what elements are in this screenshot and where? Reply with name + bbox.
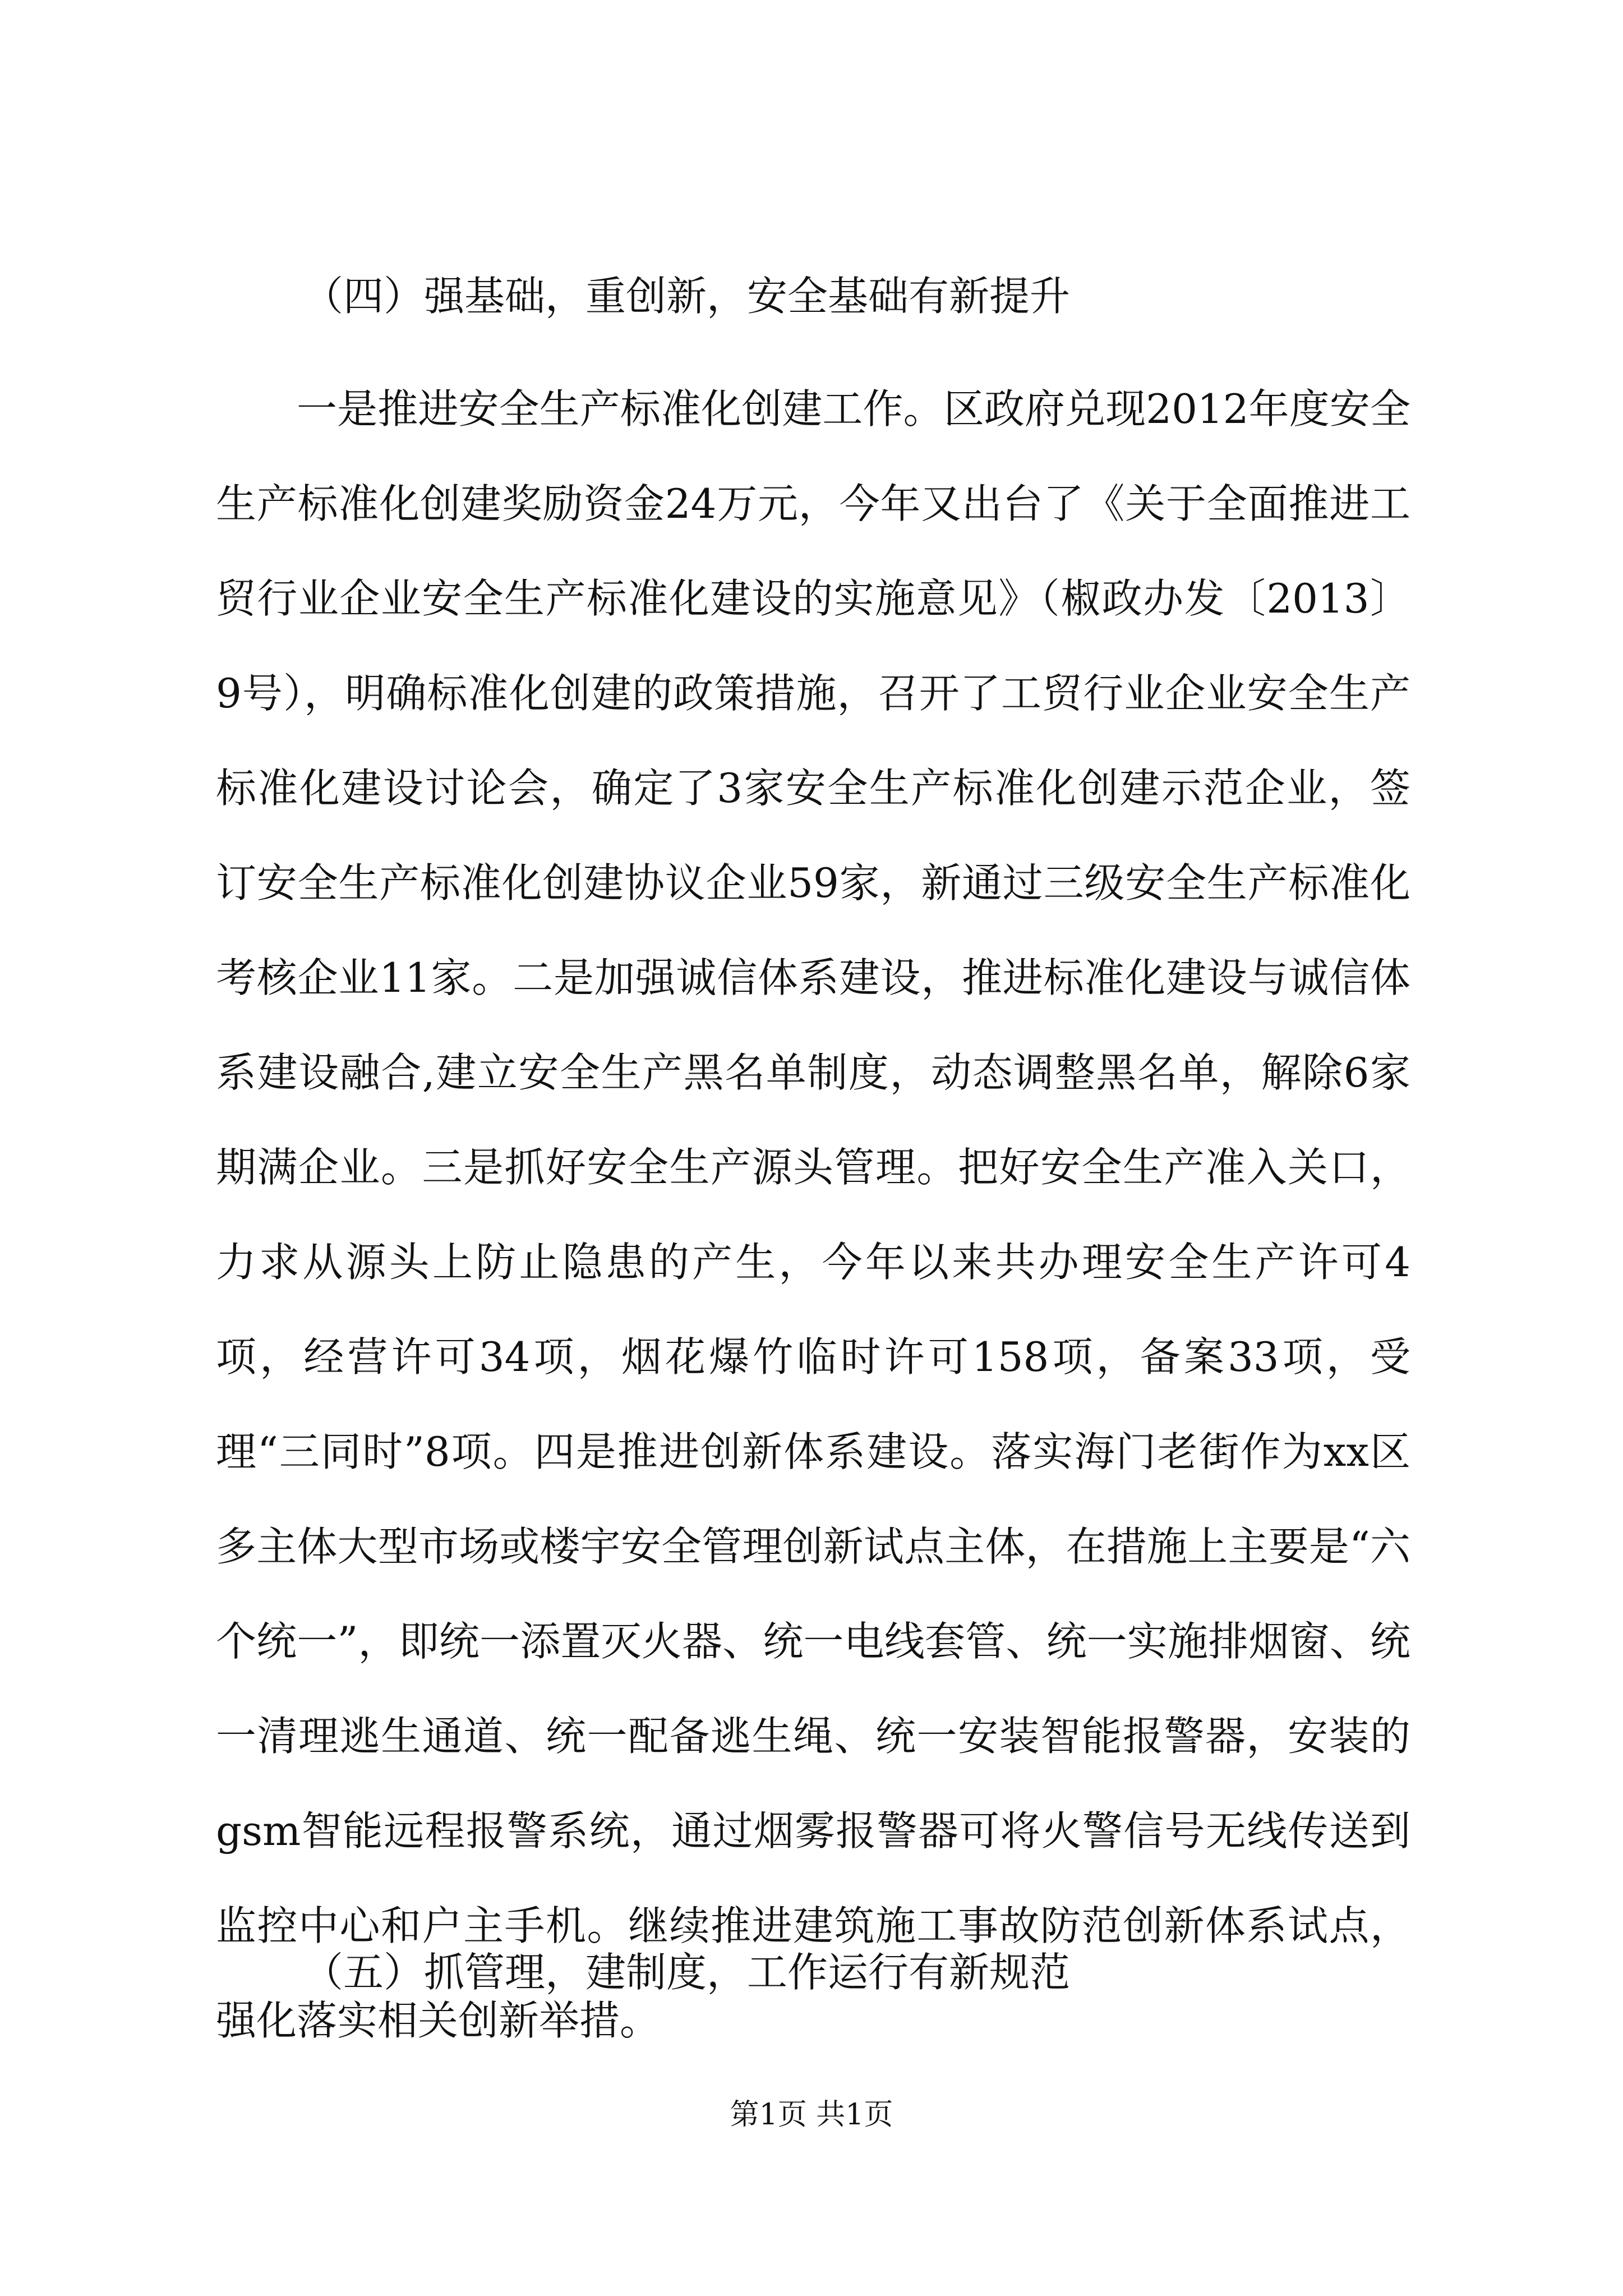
page-footer: 第1页 共1页 — [730, 2098, 893, 2132]
section-heading-4: （四）强基础，重创新，安全基础有新提升 — [303, 273, 1071, 320]
section-heading-5: （五）抓管理，建制度，工作运行有新规范 — [303, 1949, 1071, 1996]
section-body-paragraph: 一是推进安全生产标准化创建工作。区政府兑现2012年度安全生产标准化创建奖励资金24万元，今年又出台了《关于全面推进工贸行业企业安全生产标准化建设的实施意见》（椒政办发〔2013〕9号），明确标准化创建的政策措施，召开了工贸行业企业安全生产标准化建设讨论会，确定了3家安全生产标准化创建示范企业，签订安全生产标准化创建协议企业59家，新通过三级安全生产标准化考核企业11家。二是加强诚信体系建设，推进标准化建设与诚信体系建设融合,建立安全生产黑名单制度，动态调整黑名单，解除6家期满企业。三是抓好安全生产源头管理。把好安全生产准入关口，力求从源头上防止隐患的产生，今年以来共办理安全生产许可4项，经营许可34项，烟花爆竹临时许可158项，备案33项，受理“三同时”8项。四是推进创新体系建设。落实海门老街作为xx区多主体大型市场或楼宇安全管理创新试点主体，在措施上主要是“六个统一”，即统一添置灭火器、统一电线套管、统一实施排烟窗、统一清理逃生通道、统一配备逃生绳、统一安装智能报警器，安装的gsm智能远程报警系统，通过烟雾报警器可将火警信号无线传送到监控中心和户主手机。继续推进建筑施工事故防范创新体系试点，强化落实相关创新举措。 — [216, 385, 1410, 2044]
